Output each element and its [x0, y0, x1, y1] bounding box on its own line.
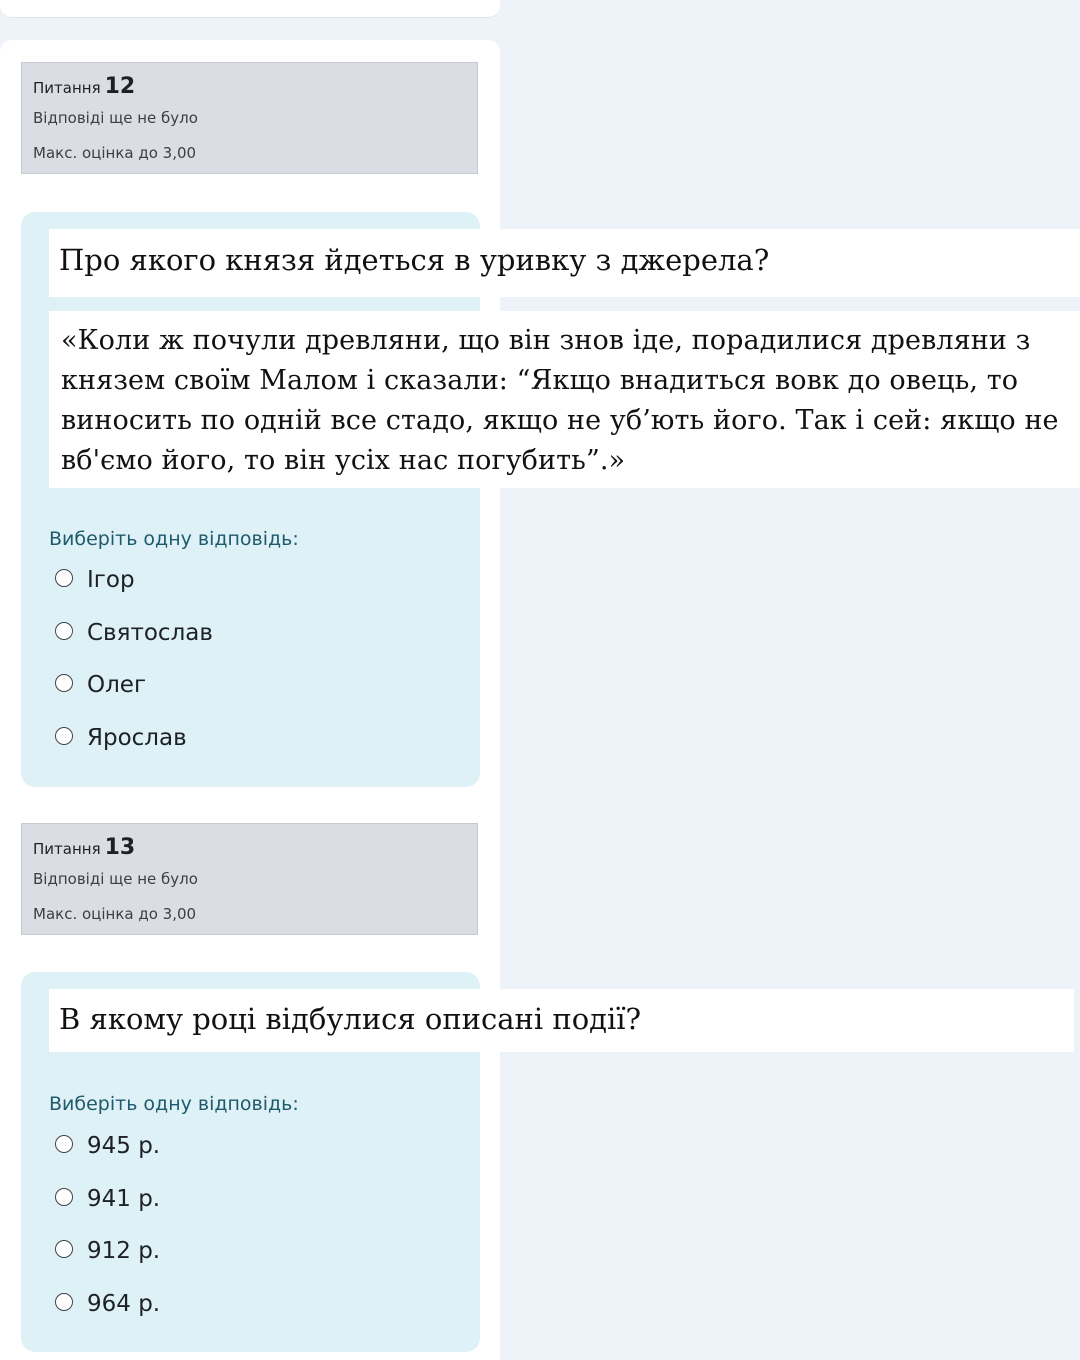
question-info-box [21, 62, 478, 174]
radio-button[interactable] [55, 1188, 73, 1206]
question-number: 13 [104, 835, 136, 860]
question-label: Питання [33, 79, 101, 97]
question-label: Питання [33, 840, 101, 858]
radio-button[interactable] [55, 1240, 73, 1258]
option-label[interactable]: 964 р. [87, 1291, 161, 1317]
radio-button[interactable] [55, 1135, 73, 1153]
question-text: Про якого князя йдеться в уривку з джерела? [59, 243, 770, 277]
answer-option[interactable] [55, 1234, 160, 1264]
question-formulation [21, 212, 480, 787]
max-grade: Макс. оцінка до 3,00 [33, 905, 197, 923]
option-label[interactable]: Олег [87, 672, 147, 698]
answer-option[interactable] [55, 1129, 160, 1159]
answer-option[interactable] [55, 616, 213, 646]
source-quote: «Коли ж почули древляни, що він знов іде, порадилися древляни з князем своїм Малом і сказали: “Якщо внадиться вовк до овець, то виносить по одній все стадо, якщо не уб’ють його. Так і сей: якщо не вб'ємо його, то він усіх нас погубить”.» [61, 325, 1059, 476]
radio-button[interactable] [55, 727, 73, 745]
question-text-image [49, 229, 1080, 297]
answer-option[interactable] [55, 668, 146, 698]
question-heading [33, 835, 135, 860]
option-label[interactable]: Ярослав [87, 725, 187, 751]
option-label[interactable]: 941 р. [87, 1186, 161, 1212]
answer-status: Відповіді ще не було [33, 109, 198, 127]
answer-option[interactable] [55, 1287, 160, 1317]
max-grade: Макс. оцінка до 3,00 [33, 144, 197, 162]
radio-button[interactable] [55, 569, 73, 587]
source-quote-image [49, 311, 1080, 488]
previous-question-card [0, 0, 500, 18]
question-number: 12 [104, 74, 136, 99]
question-info-box [21, 823, 478, 935]
question-text: В якому році відбулися описані події? [59, 1002, 642, 1036]
option-label[interactable]: 912 р. [87, 1238, 161, 1264]
question-heading [33, 74, 135, 99]
answer-option[interactable] [55, 1182, 160, 1212]
answer-prompt: Виберіть одну відповідь: [49, 528, 299, 550]
option-label[interactable]: Ігор [87, 567, 135, 593]
answer-prompt: Виберіть одну відповідь: [49, 1093, 299, 1115]
option-label[interactable]: Святослав [87, 620, 213, 646]
radio-button[interactable] [55, 674, 73, 692]
answer-status: Відповіді ще не було [33, 870, 198, 888]
answer-option[interactable] [55, 721, 187, 751]
radio-button[interactable] [55, 1293, 73, 1311]
question-text-image [49, 989, 1074, 1052]
radio-button[interactable] [55, 622, 73, 640]
answer-option[interactable] [55, 563, 135, 593]
option-label[interactable]: 945 р. [87, 1133, 161, 1159]
